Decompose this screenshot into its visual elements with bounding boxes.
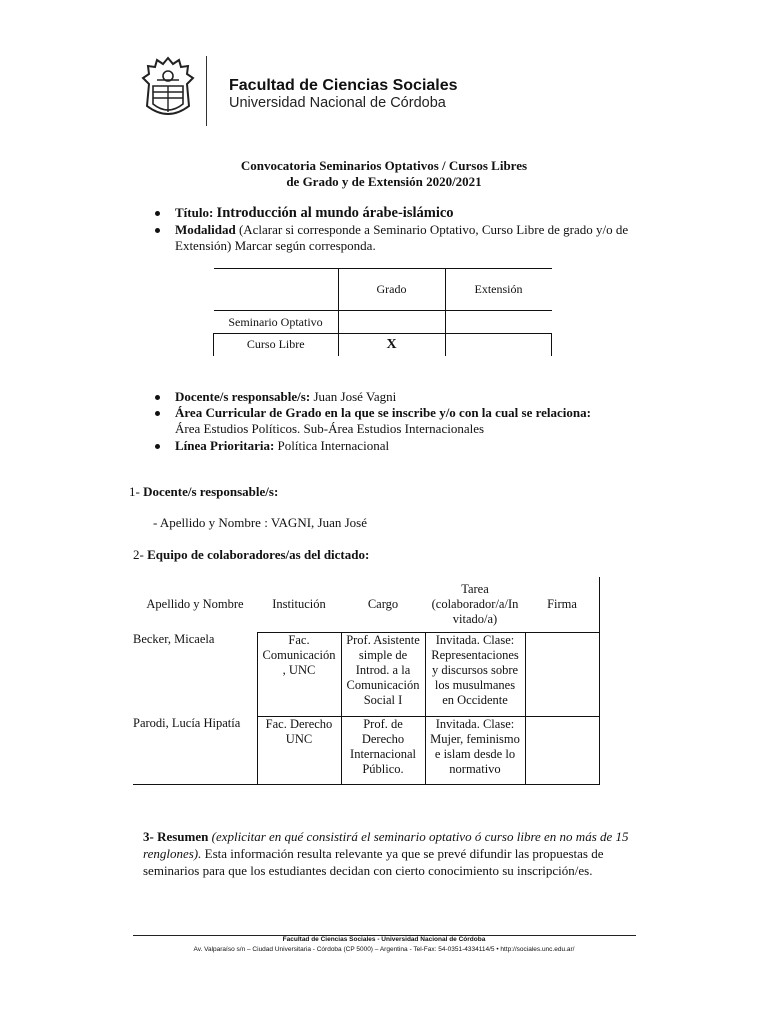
linea-label: Línea Prioritaria: [175,438,275,453]
title-line-1: Convocatoria Seminarios Optativos / Cursos Libres [240,158,528,173]
section-3-label: Resumen [157,829,209,844]
team-header-firma: Firma [525,577,600,632]
document-title [0,158,768,190]
modalidad-line [175,222,628,238]
docente-label: Docente/s responsable/s: [175,389,311,404]
team-header-tarea: Tarea (colaborador/a/In vitado/a) [431,581,519,626]
faculty-name: Facultad de Ciencias Sociales [229,77,458,94]
footer-line-1: Facultad de Ciencias Sociales - Universidad Nacional de Córdoba [282,936,486,943]
modality-cell [445,311,552,334]
modality-cell-mark: X [338,334,445,356]
team-cell-firma [525,632,600,716]
section-2-number: 2- [133,547,144,562]
team-cell-tarea: Invitada. Clase: Mujer, feminismo e islam desde lo normativo [425,716,525,784]
modality-header-grado: Grado [338,269,445,311]
bullet-dot [155,444,160,449]
modality-row-label: Seminario Optativo [214,311,339,334]
team-cell-tarea: Invitada. Clase: Representaciones y discursos sobre los musulmanes en Occidente [425,632,525,716]
table-row [133,632,600,716]
modalidad-text-2: Extensión) Marcar según corresponda. [175,238,376,253]
bullet-dot [155,211,160,216]
modality-header-empty [214,269,339,311]
team-header-name: Apellido y Nombre [146,597,244,611]
team-cell-name: Becker, Micaela [133,632,215,646]
section-2-label: Equipo de colaboradores/as del dictado: [147,547,370,562]
linea-value: Política Internacional [277,438,390,453]
header-divider [206,56,207,126]
section-1-number: 1- [129,484,140,499]
section-1-item: - Apellido y Nombre : VAGNI, Juan José [153,515,368,530]
docente-value: Juan José Vagni [313,389,397,404]
team-cell-institution: Fac. Comunicación , UNC [257,632,341,716]
modality-table [213,268,552,356]
team-header-institution: Institución [272,596,326,611]
section-3 [143,828,638,879]
area-label: Área Curricular de Grado en la que se inscribe y/o con la cual se relaciona: [175,405,591,420]
section-3-italic: (explicitar en qué consistirá el seminario optativo ó curso libre en no más de 15 renglones). [143,829,629,861]
footer-line-2: Av. Valparaíso s/n – Ciudad Universitaria - Córdoba (CP 5000) – Argentina - Tel-Fax: 54-0351-4334114/5 • http://sociales.unc.edu.ar/ [193,946,575,953]
titulo-label: Título: [175,205,214,220]
titulo-line [175,205,454,221]
section-1-heading [129,484,278,500]
section-3-text: Esta información resulta relevante ya que se prevé difundir las propuestas de seminarios para que los estudiantes decidan con cierto conocimiento su inscripción/es. [143,846,604,878]
team-cell-firma [525,716,600,784]
modalidad-label: Modalidad [175,222,236,237]
bullet-dot [155,228,160,233]
section-2-heading [133,547,369,563]
modality-cell [445,334,552,356]
unc-crest-logo [141,56,195,122]
docente-line [175,389,396,405]
section-3-number: 3- [143,829,154,844]
team-cell-institution: Fac. Derecho UNC [257,716,341,784]
bullet-dot [155,395,160,400]
linea-line [175,438,389,454]
area-value: Área Estudios Políticos. Sub-Área Estudios Internacionales [175,421,485,436]
modality-header-extension: Extensión [445,269,552,311]
modality-cell [338,311,445,334]
team-cell-cargo: Prof. Asistente simple de Introd. a la Comunicación Social I [341,632,425,716]
titulo-value: Introducción al mundo árabe-islámico [216,205,454,221]
title-line-2: de Grado y de Extensión 2020/2021 [286,174,482,189]
university-name: Universidad Nacional de Córdoba [229,95,446,111]
modalidad-text-1: (Aclarar si corresponde a Seminario Optativo, Curso Libre de grado y/o de [238,222,629,237]
table-row [133,716,600,784]
bullet-dot [155,411,160,416]
modality-row-label: Curso Libre [214,334,339,356]
section-1-label: Docente/s responsable/s: [143,484,279,499]
team-header-cargo: Cargo [367,596,399,611]
team-table [133,577,600,785]
team-cell-cargo: Prof. de Derecho Internacional Público. [341,716,425,784]
team-cell-name: Parodi, Lucía Hipatía [133,716,257,784]
